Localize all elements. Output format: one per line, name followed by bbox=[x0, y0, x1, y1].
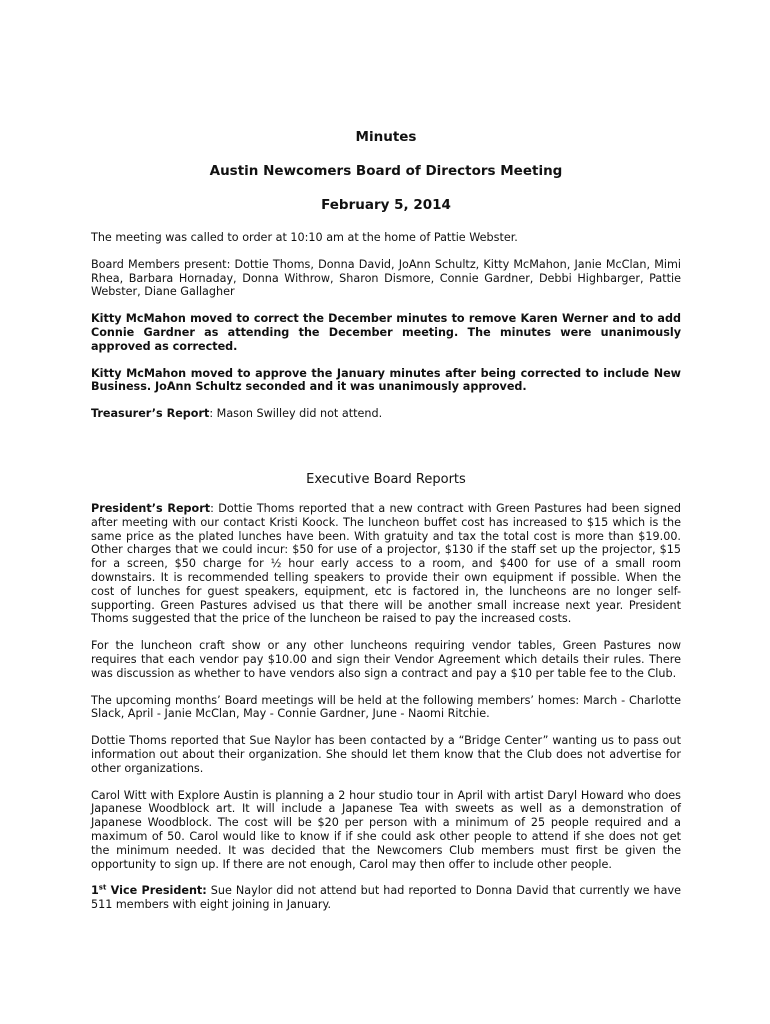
board-members-present: Board Members present: Dottie Thoms, Donna David, JoAnn Schultz, Kitty McMahon, Janie McClan, Mimi Rhea, Barbara Hornaday, Donna Withrow, Sharon Dismore, Connie Gardner, Debbi Highbarger, Pattie Webster, Diane Gallagher bbox=[91, 257, 681, 299]
president-report bbox=[91, 502, 681, 626]
upcoming-meetings-paragraph: The upcoming months’ Board meetings will be held at the following members’ homes: March - Charlotte Slack, April - Janie McClan, May - Connie Gardner, June - Naomi Ritchie. bbox=[91, 693, 681, 721]
vice-president-label-number: 1 bbox=[91, 884, 99, 898]
treasurer-text: : Mason Swilley did not attend. bbox=[209, 407, 383, 421]
call-to-order: The meeting was called to order at 10:10 am at the home of Pattie Webster. bbox=[91, 231, 518, 244]
bridge-center-paragraph: Dottie Thoms reported that Sue Naylor has been contacted by a “Bridge Center” wanting us to pass out information out about their organization. She should let them know that the Club does not advertise for other organizations. bbox=[91, 734, 681, 775]
president-label: President’s Report bbox=[91, 501, 211, 515]
vice-president-text: Sue Naylor did not attend but had reported to Donna David that currently we have 511 members with eight joining in January. bbox=[91, 884, 681, 912]
president-text: : Dottie Thoms reported that a new contract with Green Pastures had been signed after meeting with our contact Kristi Koock. The luncheon buffet cost has increased to $15 which is the same price as the plated lunches have been. With gratuity and tax the total cost is more than $19.00. Other charges that we could incur: $50 for use of a projector, $130 if the staff set up the projector, $15 for a screen, $50 charge for ½ hour early access to a room, and $400 for use of a small room downstairs. It is recommended telling speakers to provide their own equipment if possible. When the cost of lunches for guest speakers, equipment, etc is factored in, the luncheons are no longer self-supporting. Green Pastures advised us that there will be another small increase next year. President Thoms suggested that the price of the luncheon be raised to pay the increased costs. bbox=[91, 501, 681, 626]
explore-austin-paragraph: Carol Witt with Explore Austin is planning a 2 hour studio tour in April with artist Daryl Howard who does Japanese Woodblock art. It will include a Japanese Tea with sweets as well as a demonstration of Japanese Woodblock. The cost will be $20 per person with a minimum of 25 people required and a maximum of 50. Carol would like to know if if she could ask other people to attend if she does not get the minimum needed. It was decided that the Newcomers Club members must first be given the opportunity to sign up. If there are not enough, Carol may then offer to include other people. bbox=[91, 788, 681, 871]
vice-president-label bbox=[91, 884, 207, 897]
treasurer-label: Treasurer’s Report bbox=[91, 407, 210, 421]
treasurer-report bbox=[91, 407, 681, 421]
vice-president-label-superscript: st bbox=[98, 883, 107, 892]
document-title: Minutes bbox=[355, 129, 417, 145]
motion-december-minutes: Kitty McMahon moved to correct the December minutes to remove Karen Werner and to add Connie Gardner as attending the December meeting. The minutes were unanimously approved as corrected. bbox=[91, 312, 681, 353]
motion-january-minutes: Kitty McMahon moved to approve the January minutes after being corrected to include New Business. JoAnn Schultz seconded and it was unanimously approved. bbox=[91, 366, 681, 394]
minutes-document bbox=[91, 128, 681, 912]
meeting-date: February 5, 2014 bbox=[321, 197, 451, 213]
vice-president-label-text: Vice President: bbox=[106, 884, 207, 898]
vice-president-report bbox=[91, 884, 681, 912]
meeting-name: Austin Newcomers Board of Directors Meeting bbox=[209, 163, 563, 179]
section-title-executive-reports: Executive Board Reports bbox=[306, 471, 466, 487]
craft-show-paragraph: For the luncheon craft show or any other luncheons requiring vendor tables, Green Pastures now requires that each vendor pay $10.00 and sign their Vendor Agreement which details their rules. There was discussion as whether to have vendors also sign a contract and pay a $10 per table fee to the Club. bbox=[91, 639, 681, 680]
